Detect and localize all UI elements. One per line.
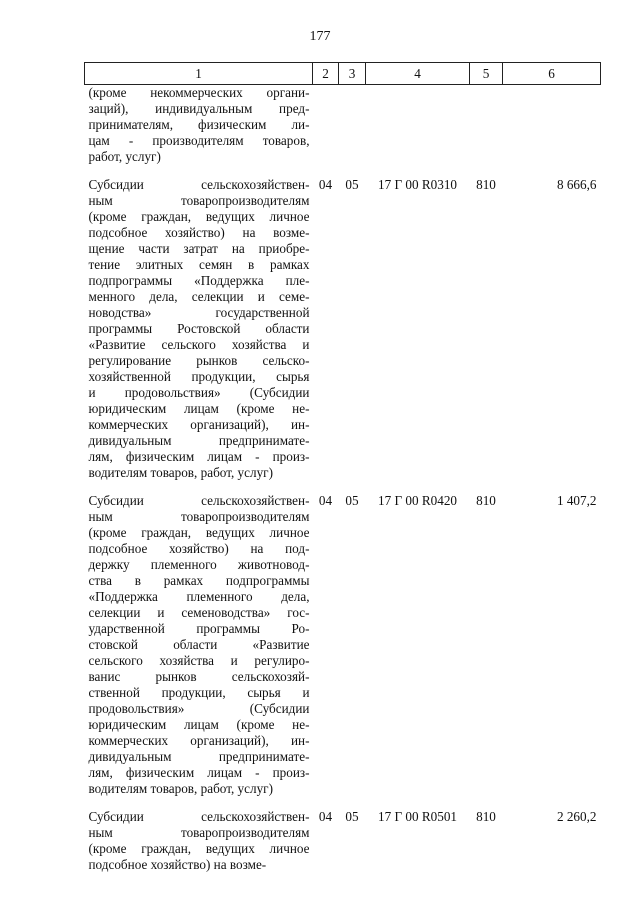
description-line: хозяйственной продукции, сырья [88,369,310,384]
description-line: коммерческих организаций), ин- [88,417,310,432]
description-line: (кроме некоммерческих органи- [88,85,310,100]
subsection-cell: 05 [345,493,359,508]
subsection-cell: 05 [345,809,359,824]
description-line: дивидуальным предпринимате- [88,433,310,448]
header-cell: 6 [503,63,601,85]
header-cell: 3 [339,63,366,85]
header-cell: 1 [85,63,313,85]
amount-cell: 1 407,2 [556,493,597,508]
description-line: ственной продукции, сырья и [88,685,310,700]
description-line: стовской области «Развитие [88,637,310,652]
description-cell [85,85,313,166]
description-line: юридическим лицам (кроме не- [88,401,310,416]
description-line: ным товаропроизводителям [88,825,310,840]
description-line: Субсидии сельскохозяйствен- [88,177,310,192]
header-cell: 5 [470,63,503,85]
description-line: регулирование рынков сельско- [88,353,310,368]
description-line: «Развитие сельского хозяйства и [88,337,310,352]
description-line: Субсидии сельскохозяйствен- [88,493,310,508]
page-number: 177 [309,29,331,44]
description-line: водителям товаров, работ, услуг) [88,465,273,480]
description-line: коммерческих организаций), ин- [88,733,310,748]
section-cell: 04 [318,493,333,508]
description-line: сельского хозяйства и регулиро- [88,653,310,668]
description-cell [85,165,313,481]
description-line: «Поддержка племенного дела, [88,589,310,604]
description-line: менного дела, селекции и семе- [88,289,310,304]
description-line: селекции и семеноводства» гос- [88,605,310,620]
description-line: принимателям, физическим ли- [88,117,310,132]
subsection-cell: 05 [345,177,359,192]
description-line: ванис рынков сельскохозяй- [88,669,310,684]
expense-type-cell: 810 [476,809,496,824]
description-line: ства в рамках подпрограммы [88,573,310,588]
expense-type-cell: 810 [476,177,496,192]
table-row [85,165,601,481]
expense-type-cell: 810 [476,493,496,508]
description-line: (кроме граждан, ведущих личное [88,841,310,856]
description-line: Субсидии сельскохозяйствен- [88,809,310,824]
description-line: ным товаропроизводителям [88,193,310,208]
description-line: подпрограммы «Поддержка пле- [88,273,310,288]
section-cell: 04 [318,809,333,824]
description-cell [85,797,313,873]
amount-cell: 8 666,6 [556,177,597,192]
description-line: подсобное хозяйство) на возме- [88,857,267,872]
table-row-continuation [85,85,601,166]
description-line: цам - производителям товаров, [88,133,310,148]
budget-table [84,62,601,873]
description-line: держку племенного животновод- [88,557,310,572]
description-line: продовольствия» (Субсидии [88,701,310,716]
description-line: и продовольствия» (Субсидии [88,385,310,400]
description-line: подсобное хозяйство) на под- [88,541,310,556]
header-row [85,63,601,85]
description-line: лям, физическим лицам - произ- [88,765,310,780]
target-code-cell: 17 Г 00 R0310 [377,177,458,192]
description-line: дивидуальным предпринимате- [88,749,310,764]
target-code-cell: 17 Г 00 R0501 [377,809,458,824]
description-line: новодства» государственной [88,305,310,320]
description-line: работ, услуг) [88,149,161,164]
header-cell: 2 [313,63,339,85]
description-cell [85,481,313,797]
description-line: тение элитных семян в рамках [88,257,310,272]
description-line: лям, физическим лицам - произ- [88,449,310,464]
amount-cell: 2 260,2 [556,809,597,824]
description-line: ударственной программы Ро- [88,621,310,636]
target-code-cell: 17 Г 00 R0420 [377,493,458,508]
description-line: (кроме граждан, ведущих личное [88,525,310,540]
section-cell: 04 [318,177,333,192]
description-line: программы Ростовской области [88,321,310,336]
description-line: заций), индивидуальным пред- [88,101,310,116]
description-line: (кроме граждан, ведущих личное [88,209,310,224]
table-row [85,797,601,873]
description-line: юридическим лицам (кроме не- [88,717,310,732]
description-line: щение части затрат на приобре- [88,241,310,256]
description-line: ным товаропроизводителям [88,509,310,524]
header-cell: 4 [366,63,470,85]
description-line: подсобное хозяйство) на возме- [88,225,310,240]
description-line: водителям товаров, работ, услуг) [88,781,273,796]
table-row [85,481,601,797]
